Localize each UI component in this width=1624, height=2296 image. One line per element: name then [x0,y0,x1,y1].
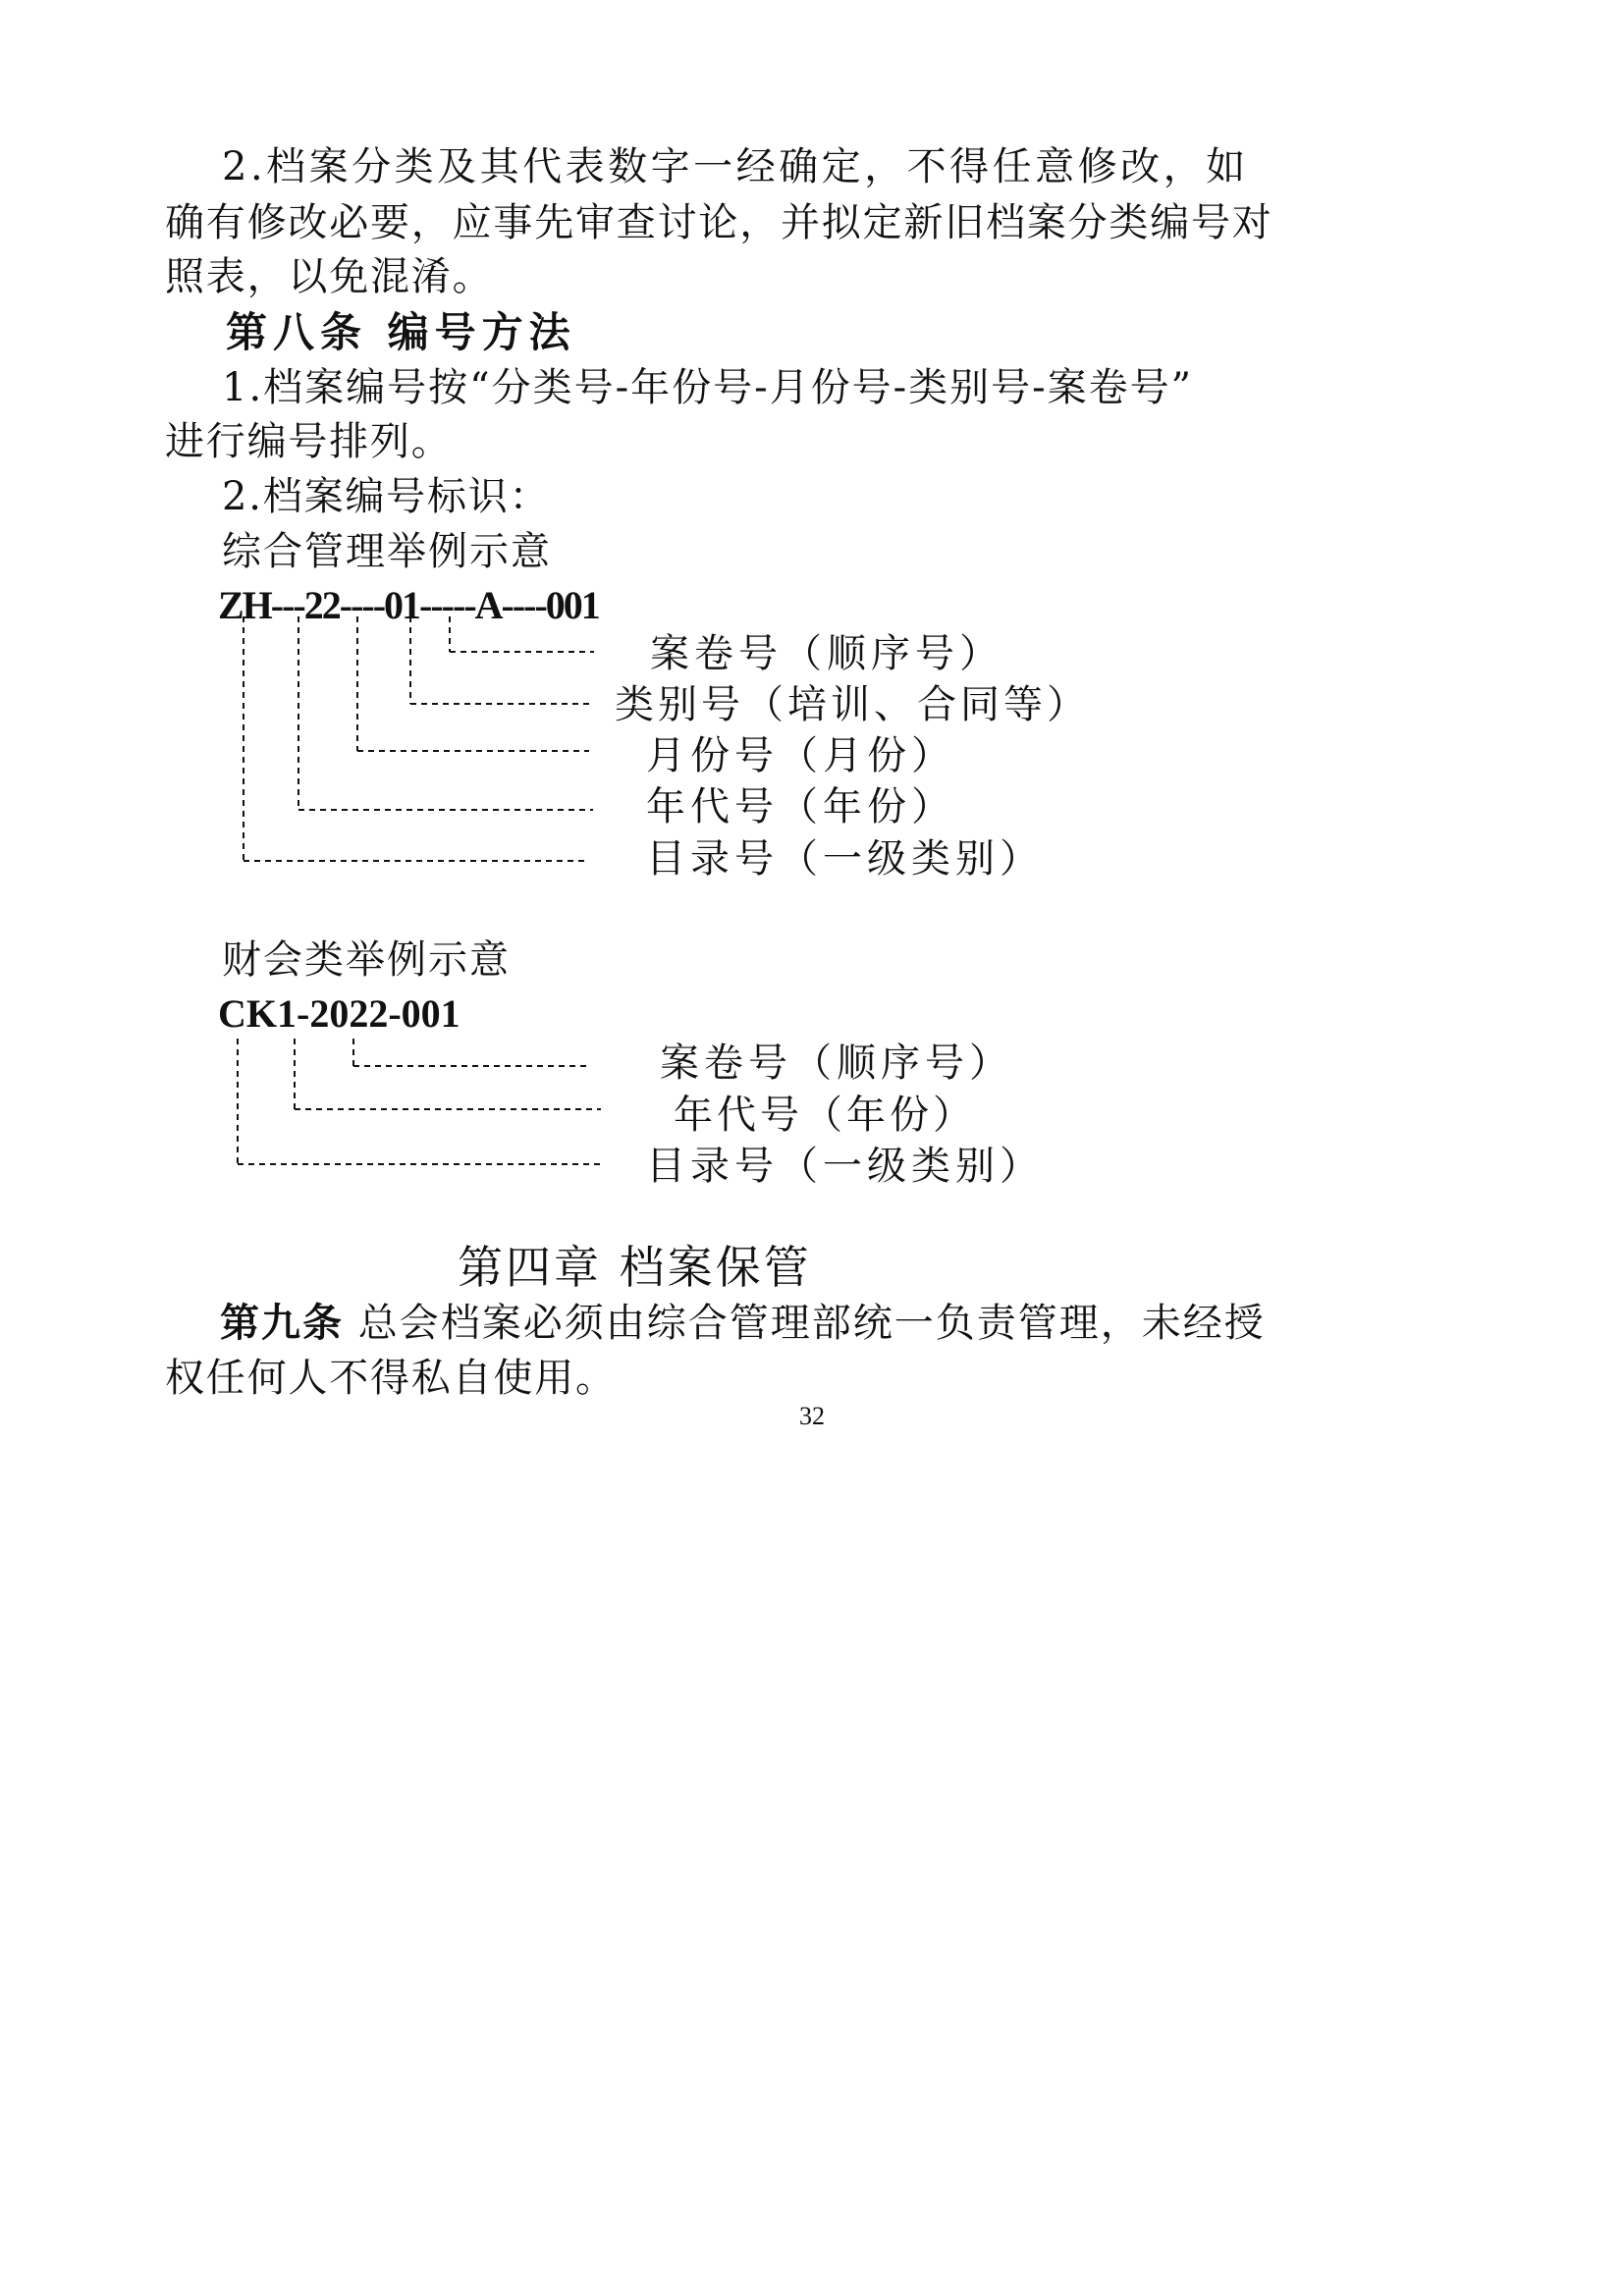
article-9-text: 总会档案必须由综合管理部统一负责管理，未经授 [344,1301,1266,1346]
diagram-label: 案卷号（顺序号） [660,1041,1013,1086]
paragraph-line: 进行编号排列。 [165,419,453,464]
paragraph-line: 权任何人不得私自使用。 [165,1356,617,1401]
example-title: 综合管理举例示意 [222,529,552,574]
article-8-heading: 第八条 编号方法 [226,308,576,356]
diagram-label: 年代号（年份） [674,1093,976,1138]
diagram-label: 目录号（一级类别） [646,1144,1044,1189]
paragraph-line: 1.档案编号按“分类号-年份号-月份号-类别号-案卷号” [222,365,1194,410]
paragraph-line: 确有修改必要，应事先审查讨论，并拟定新旧档案分类编号对 [165,200,1273,245]
diagram-label: 年代号（年份） [646,784,955,829]
paragraph-line: 2.档案编号标识： [222,474,551,519]
paragraph-line [220,1301,1266,1346]
diagram-label: 目录号（一级类别） [646,836,1044,881]
example-title: 财会类举例示意 [222,937,511,983]
diagram-label: 月份号（月份） [646,733,955,778]
chapter-title: 第四章 档案保管 [458,1241,812,1294]
paragraph-line: 2.档案分类及其代表数字一经确定，不得任意修改，如 [222,144,1249,189]
article-9-label: 第九条 [220,1301,344,1346]
diagram-label: 类别号（培训、合同等） [615,682,1090,727]
archive-code-example: CK1-2022-001 [218,991,460,1036]
paragraph-line: 照表，以免混淆。 [165,254,494,299]
page-number: 32 [799,1402,825,1430]
diagram-label: 案卷号（顺序号） [650,631,1003,676]
archive-code-example: ZH---22----01-----A----001 [218,583,599,627]
